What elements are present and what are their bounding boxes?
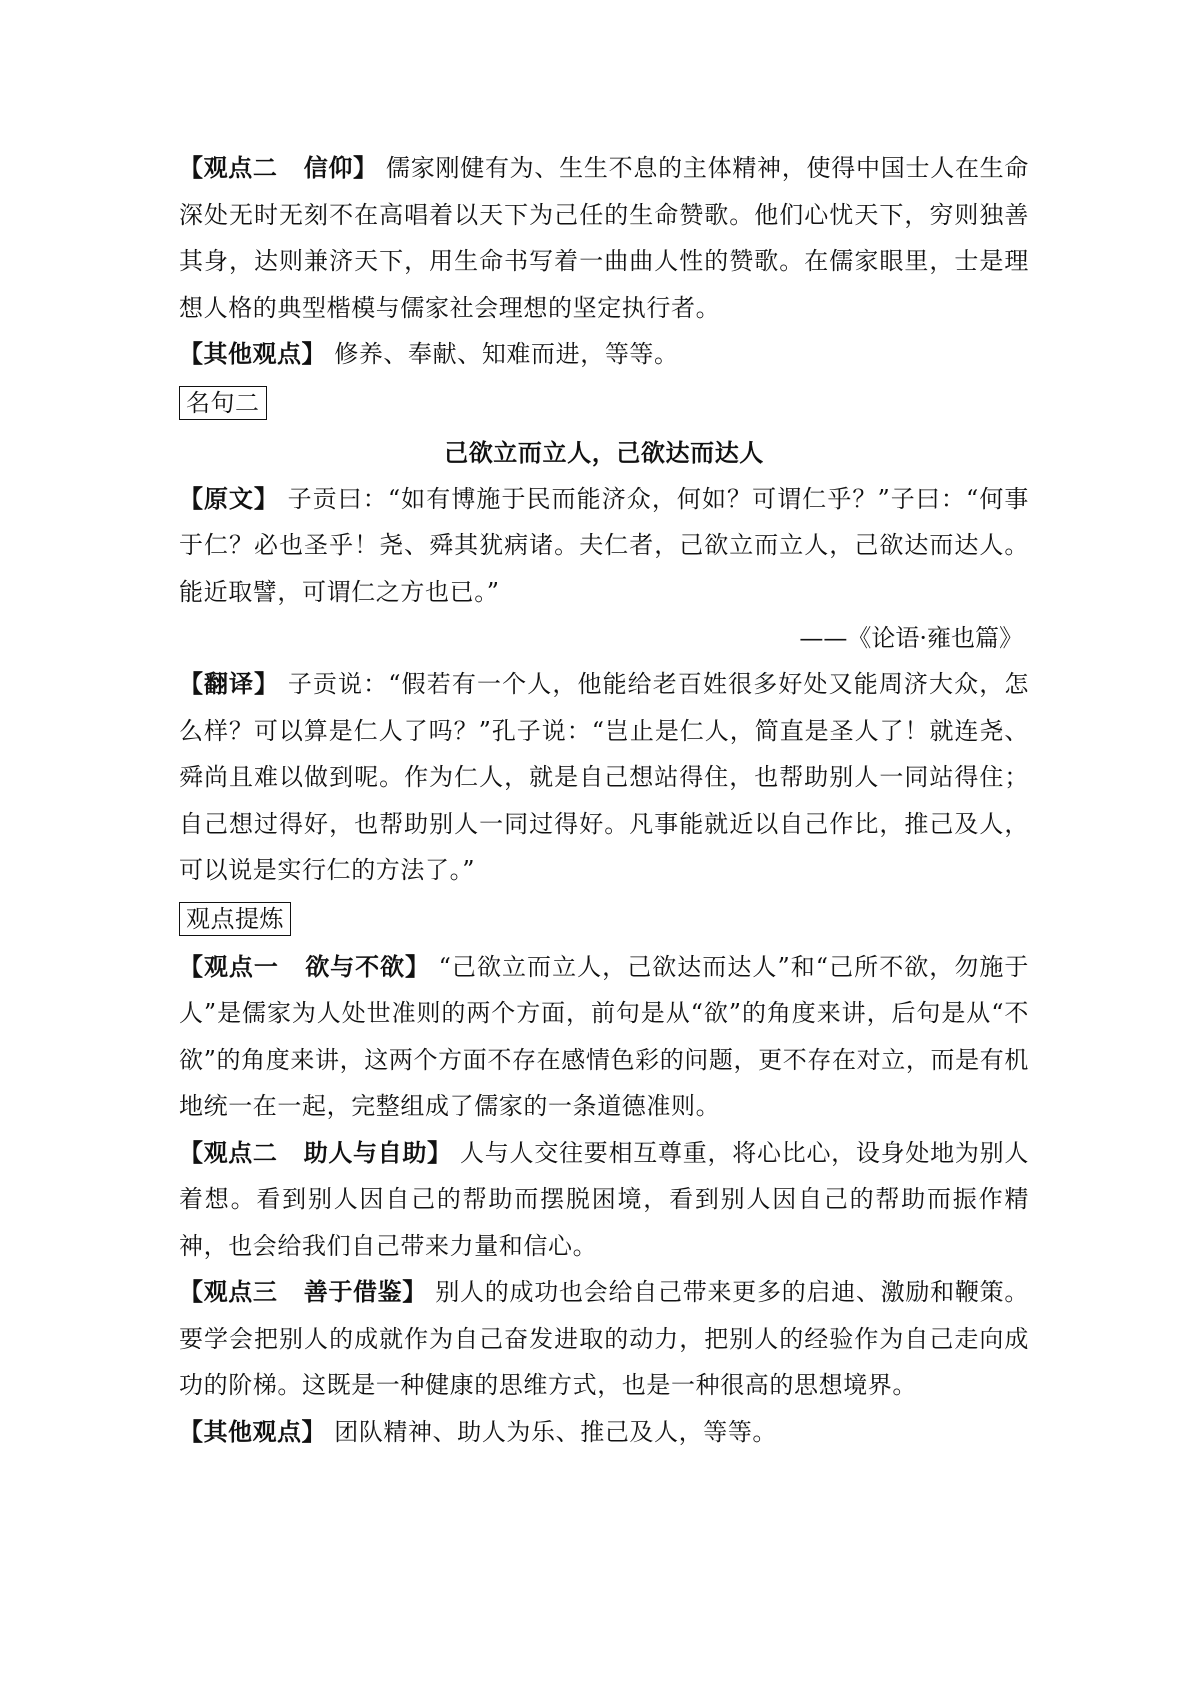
- viewpoint-text: 人与人交往要相互尊重，将心比心，设身处地为别人着想。看到别人因自己的帮助而摆脱困境，看到别人因自己的帮助而振作精神，也会给我们自己带来力量和信心。: [179, 1138, 1030, 1260]
- translation-label: 【翻译】: [179, 670, 280, 698]
- viewpoint-two-faith: [179, 145, 1029, 331]
- other-viewpoints-text: 修养、奉献、知难而进，等等。: [334, 340, 679, 368]
- source-citation: ——《论语·雍也篇》: [799, 624, 1023, 652]
- viewpoint-three: [179, 1269, 1029, 1409]
- original-text-paragraph: [179, 476, 1029, 616]
- viewpoint-label: 【观点三 善于借鉴】: [179, 1278, 427, 1306]
- viewpoint-two: [179, 1130, 1029, 1270]
- page-content: [179, 145, 1029, 1455]
- other-viewpoints-label: 【其他观点】: [179, 340, 326, 368]
- translation-text: 子贡说：“假若有一个人，他能给老百姓很多好处又能周济大众，怎么样？可以算是仁人了吗？”孔子说：“岂止是仁人，简直是圣人了！就连尧、舜尚且难以做到呢。作为仁人，就是自己想站得住，也帮助别人一同站得住；自己想过得好，也帮助别人一同过得好。凡事能就近以自己作比，推己及人，可以说是实行仁的方法了。”: [179, 670, 1029, 884]
- viewpoint-text: 儒家刚健有为、生生不息的主体精神，使得中国士人在生命深处无时无刻不在高唱着以天下为己任的生命赞歌。他们心忧天下，穷则独善其身，达则兼济天下，用生命书写着一曲曲人性的赞歌。在儒家眼里，士是理想人格的典型楷模与儒家社会理想的坚定执行者。: [179, 154, 1030, 322]
- other-viewpoints-text: 团队精神、助人为乐、推己及人，等等。: [334, 1417, 778, 1446]
- original-text: 子贡曰：“如有博施于民而能济众，何如？可谓仁乎？”子曰：“何事于仁？必也圣乎！尧、舜其犹病诸。夫仁者，己欲立而立人，己欲达而达人。能近取譬，可谓仁之方也已。”: [179, 484, 1030, 606]
- translation-paragraph: [179, 661, 1029, 894]
- other-viewpoints-label: 【其他观点】: [179, 1417, 326, 1446]
- section-box-line: [179, 378, 1029, 428]
- section-box-label: 名句二: [179, 386, 267, 420]
- extract-box-line: [179, 894, 1029, 944]
- viewpoint-label: 【观点二 信仰】: [179, 154, 378, 182]
- viewpoint-text: “己欲立而立人，己欲达而达人”和“己所不欲，勿施于人”是儒家为人处世准则的两个方面，前句是从“欲”的角度来讲，后句是从“不欲”的角度来讲，这两个方面不存在感情色彩的问题，更不存在对立，而是有机地统一在一起，完整组成了儒家的一条道德准则。: [179, 952, 1030, 1120]
- viewpoint-label: 【观点二 助人与自助】: [179, 1138, 452, 1167]
- quote-title: 己欲立而立人，己欲达而达人: [444, 438, 764, 467]
- other-viewpoints-1: [179, 331, 1029, 378]
- other-viewpoints-2: [179, 1409, 1029, 1456]
- extract-box-label: 观点提炼: [179, 902, 291, 936]
- viewpoint-text: 别人的成功也会给自己带来更多的启迪、激励和鞭策。要学会把别人的成就作为自己奋发进取的动力，把别人的经验作为自己走向成功的阶梯。这既是一种健康的思维方式，也是一种很高的思想境界。: [179, 1278, 1029, 1399]
- viewpoint-label: 【观点一 欲与不欲】: [179, 952, 430, 981]
- viewpoint-one: [179, 944, 1029, 1130]
- original-label: 【原文】: [179, 484, 279, 513]
